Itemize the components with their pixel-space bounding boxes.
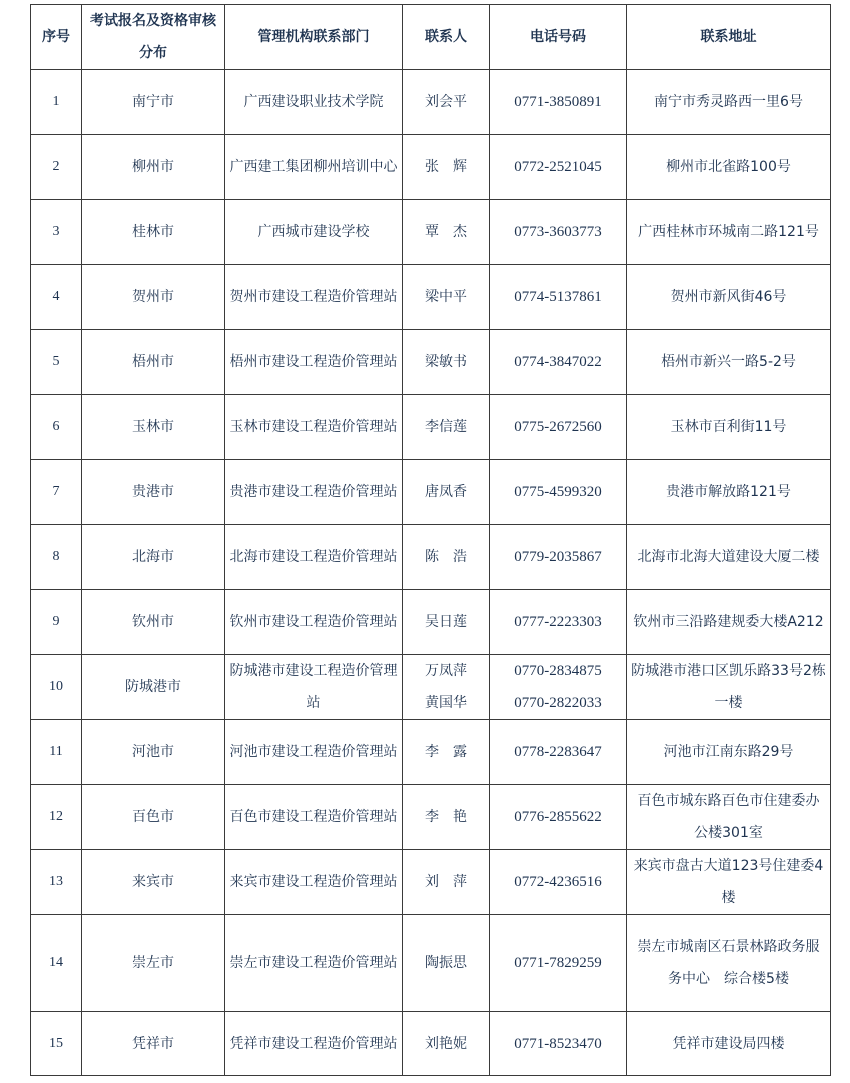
- row-region: 凭祥市: [82, 1012, 225, 1076]
- row-contact: 刘 萍: [403, 850, 490, 915]
- row-dept: 来宾市建设工程造价管理站: [225, 850, 403, 915]
- header-region: 考试报名及资格审核分布: [82, 5, 225, 70]
- row-address: 贵港市解放路121号: [627, 460, 831, 525]
- row-address: 防城港市港口区凯乐路33号2栋一楼: [627, 655, 831, 720]
- row-dept: 钦州市建设工程造价管理站: [225, 590, 403, 655]
- table-row: [31, 850, 831, 915]
- row-phone: 0775-4599320: [490, 460, 627, 525]
- row-phone: 0775-2672560: [490, 395, 627, 460]
- row-dept: 贺州市建设工程造价管理站: [225, 265, 403, 330]
- row-phone-secondary: 0770-2822033: [514, 695, 602, 711]
- row-contact: 刘艳妮: [403, 1012, 490, 1076]
- row-contact-secondary: 黄国华: [425, 695, 467, 711]
- row-address: 钦州市三沿路建规委大楼A212: [627, 590, 831, 655]
- row-address: 凭祥市建设局四楼: [627, 1012, 831, 1076]
- row-address: 崇左市城南区石景林路政务服务中心 综合楼5楼: [627, 915, 831, 1012]
- header-phone: 电话号码: [490, 5, 627, 70]
- row-dept: 广西建工集团柳州培训中心: [225, 135, 403, 200]
- row-contact: 梁中平: [403, 265, 490, 330]
- row-contact: 唐凤香: [403, 460, 490, 525]
- table-row: [31, 395, 831, 460]
- row-no: 13: [31, 850, 82, 915]
- table-row: [31, 330, 831, 395]
- row-contact: 梁敏书: [403, 330, 490, 395]
- table-row: [31, 265, 831, 330]
- row-phone: [490, 655, 627, 720]
- row-phone: 0774-3847022: [490, 330, 627, 395]
- table-row: [31, 1012, 831, 1076]
- row-region: 钦州市: [82, 590, 225, 655]
- row-address: 南宁市秀灵路西一里6号: [627, 70, 831, 135]
- table-row: [31, 525, 831, 590]
- table-row: [31, 70, 831, 135]
- header-dept: 管理机构联系部门: [225, 5, 403, 70]
- row-region: 玉林市: [82, 395, 225, 460]
- row-phone: 0771-7829259: [490, 915, 627, 1012]
- row-no: 5: [31, 330, 82, 395]
- row-address: 玉林市百利街11号: [627, 395, 831, 460]
- row-address: 广西桂林市环城南二路121号: [627, 200, 831, 265]
- row-no: 12: [31, 785, 82, 850]
- row-region: 来宾市: [82, 850, 225, 915]
- table-row: [31, 200, 831, 265]
- row-contact: 吴日莲: [403, 590, 490, 655]
- row-dept: 梧州市建设工程造价管理站: [225, 330, 403, 395]
- table-row: [31, 590, 831, 655]
- row-no: 11: [31, 720, 82, 785]
- row-phone: 0772-2521045: [490, 135, 627, 200]
- table-row: [31, 135, 831, 200]
- row-dept: 广西城市建设学校: [225, 200, 403, 265]
- row-phone: 0771-8523470: [490, 1012, 627, 1076]
- row-address: 柳州市北雀路100号: [627, 135, 831, 200]
- contact-table: [30, 4, 831, 1076]
- row-dept: 广西建设职业技术学院: [225, 70, 403, 135]
- table-row: [31, 785, 831, 850]
- row-no: 2: [31, 135, 82, 200]
- row-phone: 0776-2855622: [490, 785, 627, 850]
- row-region: 防城港市: [82, 655, 225, 720]
- row-no: 8: [31, 525, 82, 590]
- row-contact: 李 艳: [403, 785, 490, 850]
- row-no: 14: [31, 915, 82, 1012]
- row-contact: 覃 杰: [403, 200, 490, 265]
- row-no: 7: [31, 460, 82, 525]
- row-no: 3: [31, 200, 82, 265]
- row-dept: 北海市建设工程造价管理站: [225, 525, 403, 590]
- table-row: [31, 915, 831, 1012]
- row-address: 贺州市新风街46号: [627, 265, 831, 330]
- row-contact: [403, 655, 490, 720]
- row-dept: 防城港市建设工程造价管理站: [225, 655, 403, 720]
- row-no: 15: [31, 1012, 82, 1076]
- row-no: 4: [31, 265, 82, 330]
- row-phone: 0778-2283647: [490, 720, 627, 785]
- row-contact-primary: 万凤萍: [425, 663, 467, 679]
- row-contact: 李 露: [403, 720, 490, 785]
- row-phone: 0779-2035867: [490, 525, 627, 590]
- row-dept: 玉林市建设工程造价管理站: [225, 395, 403, 460]
- row-address: 河池市江南东路29号: [627, 720, 831, 785]
- row-region: 贺州市: [82, 265, 225, 330]
- row-contact: 张 辉: [403, 135, 490, 200]
- header-address: 联系地址: [627, 5, 831, 70]
- row-dept: 贵港市建设工程造价管理站: [225, 460, 403, 525]
- row-address: 梧州市新兴一路5-2号: [627, 330, 831, 395]
- row-no: 10: [31, 655, 82, 720]
- row-address: 北海市北海大道建设大厦二楼: [627, 525, 831, 590]
- row-region: 百色市: [82, 785, 225, 850]
- header-contact: 联系人: [403, 5, 490, 70]
- row-phone: 0773-3603773: [490, 200, 627, 265]
- row-no: 9: [31, 590, 82, 655]
- row-phone: 0777-2223303: [490, 590, 627, 655]
- row-dept: 凭祥市建设工程造价管理站: [225, 1012, 403, 1076]
- row-contact: 陶振思: [403, 915, 490, 1012]
- row-phone: 0774-5137861: [490, 265, 627, 330]
- row-address: 百色市城东路百色市住建委办公楼301室: [627, 785, 831, 850]
- row-dept: 崇左市建设工程造价管理站: [225, 915, 403, 1012]
- row-phone: 0772-4236516: [490, 850, 627, 915]
- table-row: [31, 655, 831, 720]
- row-region: 北海市: [82, 525, 225, 590]
- row-contact: 陈 浩: [403, 525, 490, 590]
- header-row: [31, 5, 831, 70]
- row-no: 6: [31, 395, 82, 460]
- row-address: 来宾市盘古大道123号住建委4楼: [627, 850, 831, 915]
- row-region: 桂林市: [82, 200, 225, 265]
- row-region: 河池市: [82, 720, 225, 785]
- header-no: 序号: [31, 5, 82, 70]
- row-region: 南宁市: [82, 70, 225, 135]
- row-region: 柳州市: [82, 135, 225, 200]
- row-phone: 0771-3850891: [490, 70, 627, 135]
- row-region: 梧州市: [82, 330, 225, 395]
- row-region: 贵港市: [82, 460, 225, 525]
- row-region: 崇左市: [82, 915, 225, 1012]
- row-dept: 百色市建设工程造价管理站: [225, 785, 403, 850]
- row-dept: 河池市建设工程造价管理站: [225, 720, 403, 785]
- row-contact: 刘会平: [403, 70, 490, 135]
- table-row: [31, 460, 831, 525]
- row-contact: 李信莲: [403, 395, 490, 460]
- row-no: 1: [31, 70, 82, 135]
- row-phone-primary: 0770-2834875: [514, 663, 602, 679]
- table-row: [31, 720, 831, 785]
